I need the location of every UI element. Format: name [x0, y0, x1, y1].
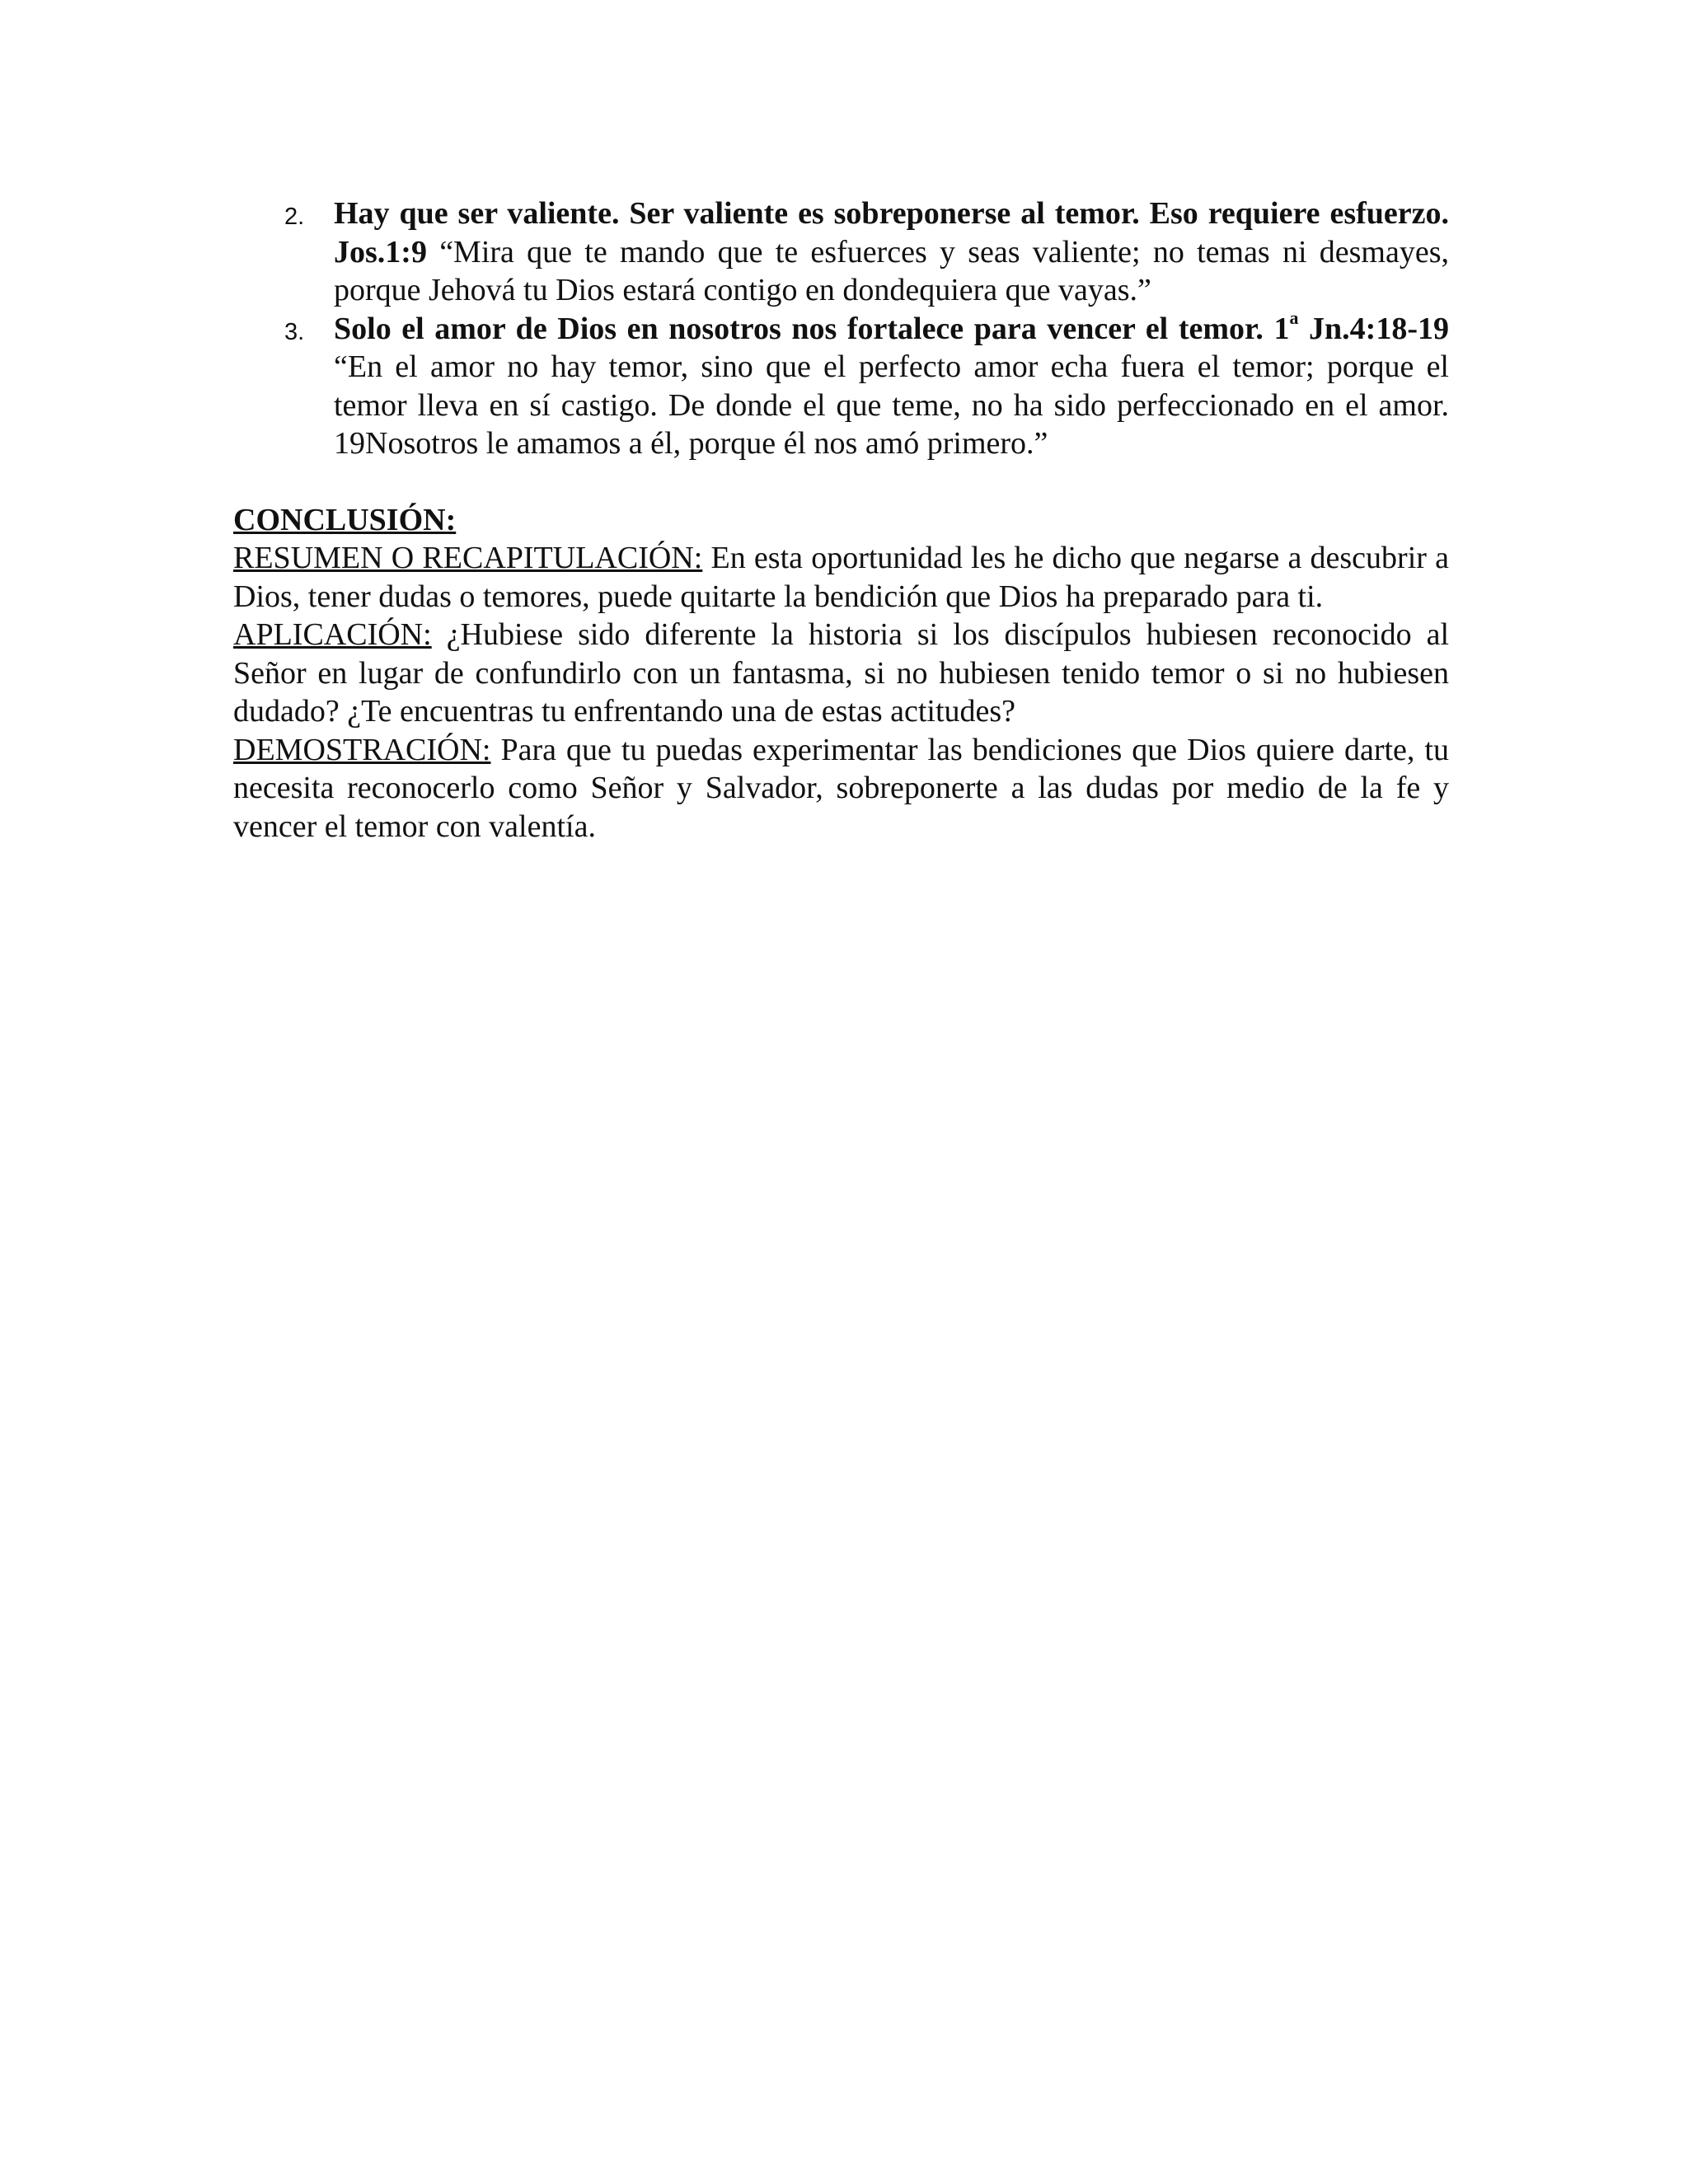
section-label: DEMOSTRACIÓN: [233, 732, 491, 767]
application-paragraph [233, 616, 1449, 731]
section-text: Para que tu puedas experimentar las bendiciones que Dios quiere darte, tu necesita reconocerlo como Señor y Salvador, sobreponerte a las dudas por medio de la fe y vencer el temor con valentía. [233, 732, 1449, 844]
list-item-bold-text [334, 307, 1449, 346]
section-label: RESUMEN O RECAPITULACIÓN: [233, 541, 703, 575]
ordinal-superscript: a [1289, 307, 1299, 328]
list-item-text: “En el amor no hay temor, sino que el perfecto amor echa fuera el temor; porque el temor lleva en sí castigo. De donde el que teme, no ha sido perfeccionado en el amor. 19Nosotros le amamos a él, porque él nos amó primero.” [334, 349, 1449, 461]
list-item [233, 307, 1449, 463]
list-number: 3. [284, 318, 305, 345]
blank-line [233, 463, 1449, 501]
list-item-bold-part: Jn.4:18-19 [1298, 311, 1449, 346]
list-item-text: “Mira que te mando que te esfuerces y seas valiente; no temas ni desmayes, porque Jehová tu Dios estará contigo en dondequiera que vayas.” [334, 234, 1449, 307]
conclusion-heading: CONCLUSIÓN: [233, 502, 457, 537]
list-item-bold-part: Solo el amor de Dios en nosotros nos fortalece para vencer el temor. 1 [334, 311, 1290, 346]
section-label: APLICACIÓN: [233, 617, 432, 652]
list-item [233, 194, 1449, 310]
numbered-list [233, 194, 1449, 463]
demonstration-paragraph [233, 731, 1449, 846]
section-text: En esta oportunidad les he dicho que negarse a descubrir a Dios, tener dudas o temores, puede quitarte la bendición que Dios ha preparado para ti. [233, 541, 1449, 614]
list-number: 2. [284, 204, 305, 230]
document-page [233, 194, 1449, 846]
section-text: ¿Hubiese sido diferente la historia si los discípulos hubiesen reconocido al Señor en lugar de confundirlo con un fantasma, si no hubiesen tenido temor o si no hubiesen dudado? ¿Te encuentras tu enfrentando una de estas actitudes? [233, 617, 1449, 729]
summary-paragraph [233, 539, 1449, 616]
list-item-bold-text: Hay que ser valiente. Ser valiente es sobreponerse al temor. Eso requiere esfuerzo. Jos.1:9 [334, 196, 1449, 269]
